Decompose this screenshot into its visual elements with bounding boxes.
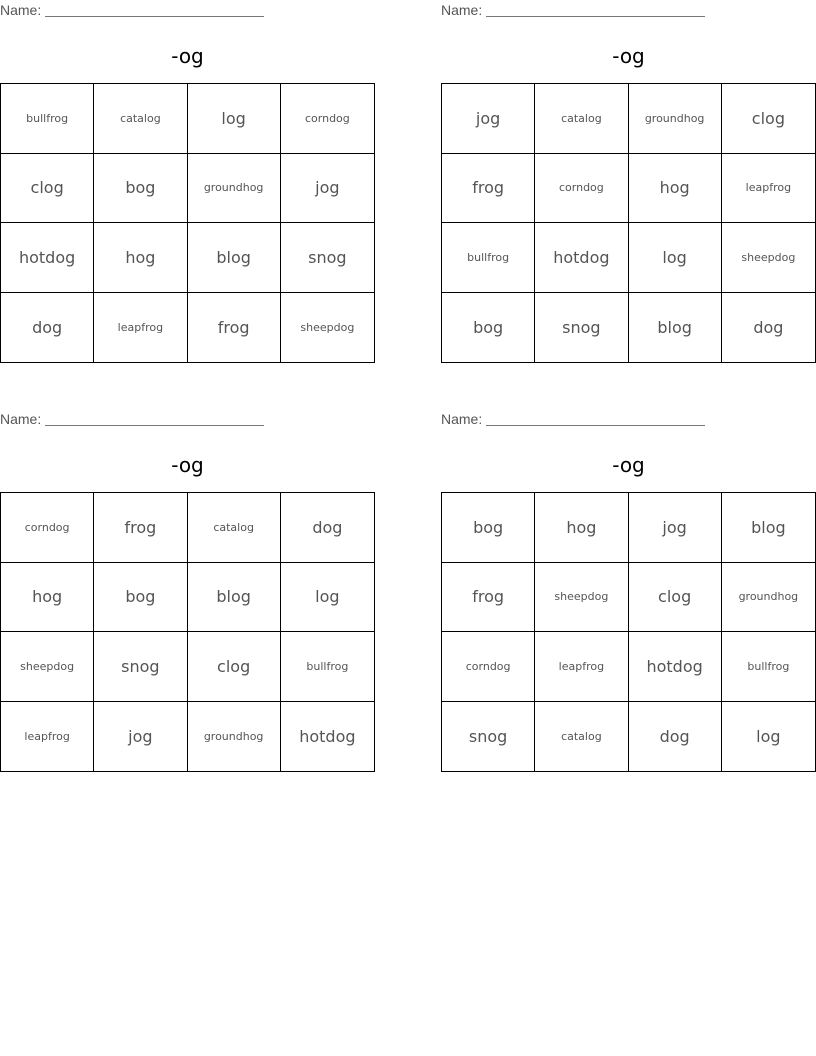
bingo-cell: hotdog [299,726,356,746]
bingo-cell: frog [442,563,535,633]
bingo-cell: bog [94,154,187,224]
bingo-cell: log [756,726,781,746]
bingo-cell: bullfrog [722,632,815,702]
bingo-cell: frog [94,493,187,563]
bingo-cell: groundhog [188,154,281,224]
bingo-cell: hog [535,493,628,563]
bingo-cell: dog [281,493,374,563]
bingo-cell: sheepdog [535,563,628,633]
bingo-cell: log [188,84,281,154]
bingo-cell: leapfrog [722,154,815,224]
bingo-cell: dog [629,702,722,772]
bingo-cell: clog [188,632,281,702]
name-blank-line [486,425,705,426]
name-field [0,1,264,19]
bingo-cell: sheepdog [300,320,355,334]
name-blank-line [486,16,705,17]
bingo-cell: corndog [281,84,374,154]
bingo-cell: hog [1,563,94,633]
bingo-cell: snog [281,223,374,293]
bingo-cell: blog [722,493,815,563]
name-label: Name: [0,411,42,427]
card-title: -og [612,44,645,68]
bingo-cell: bullfrog [1,84,94,154]
bingo-cell: hotdog [629,632,722,702]
name-blank-line [45,16,264,17]
bingo-cell: groundhog [188,702,281,772]
card-title: -og [171,453,204,477]
bingo-cell: clog [1,154,94,224]
bingo-cell: hog [94,223,187,293]
bingo-cell: blog [188,223,281,293]
bingo-cell: leapfrog [1,702,94,772]
name-label: Name: [0,2,42,18]
bingo-grid [441,83,816,363]
bingo-cell: hotdog [535,223,628,293]
bingo-cell: log [629,223,722,293]
bingo-cell: snog [442,702,535,772]
bingo-cell: sheepdog [1,632,94,702]
bingo-cell: dog [1,293,94,363]
bingo-cell: dog [753,317,784,337]
bingo-cell: hog [629,154,722,224]
bingo-cell: clog [722,84,815,154]
bingo-grid [0,83,375,363]
bingo-cell: catalog [94,84,187,154]
bingo-cell: frog [442,154,535,224]
bingo-cell: jog [629,493,722,563]
bingo-cell: clog [629,563,722,633]
bingo-grid [0,492,375,772]
bingo-cell: snog [535,293,628,363]
bingo-cell: sheepdog [722,223,815,293]
card-title: -og [171,44,204,68]
name-label: Name: [441,411,483,427]
bingo-cell: frog [188,293,281,363]
name-field [0,410,264,428]
bingo-cell: jog [281,154,374,224]
name-field [441,1,705,19]
bingo-cell: catalog [535,84,628,154]
bingo-cell: catalog [535,702,628,772]
name-field [441,410,705,428]
bingo-cell: bullfrog [281,632,374,702]
bingo-cell: bog [94,563,187,633]
name-label: Name: [441,2,483,18]
bingo-cell: jog [94,702,187,772]
bingo-cell: corndog [535,154,628,224]
bingo-cell: leapfrog [94,293,187,363]
bingo-cell: corndog [442,632,535,702]
bingo-cell: leapfrog [535,632,628,702]
bingo-cell: blog [188,563,281,633]
bingo-grid [441,492,816,772]
bingo-cell: bog [442,293,535,363]
card-title: -og [612,453,645,477]
bingo-cell: jog [442,84,535,154]
bingo-cell: bullfrog [442,223,535,293]
bingo-cell: groundhog [629,84,722,154]
bingo-cell: blog [629,293,722,363]
bingo-cell: corndog [1,493,94,563]
bingo-cell: snog [94,632,187,702]
bingo-cell: hotdog [1,223,94,293]
bingo-cell: log [281,563,374,633]
bingo-cell: groundhog [722,563,815,633]
bingo-cell: catalog [188,493,281,563]
bingo-cell: bog [442,493,535,563]
name-blank-line [45,425,264,426]
